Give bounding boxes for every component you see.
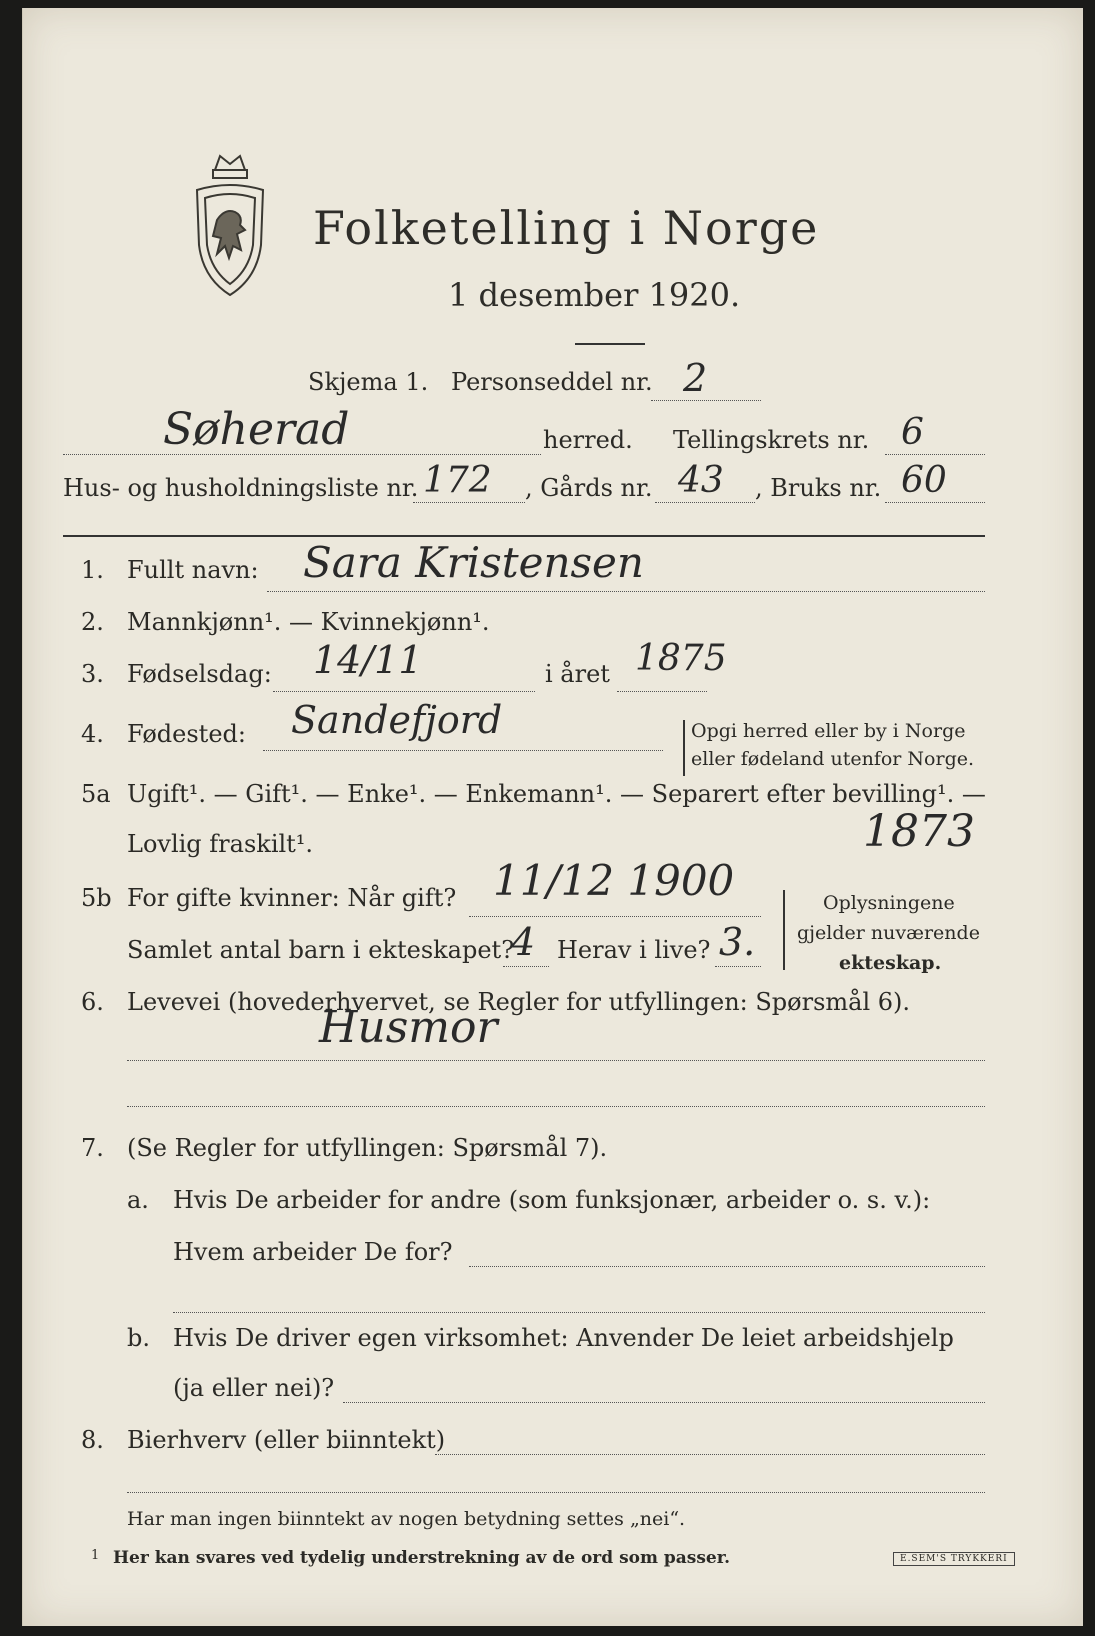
- q7a-letter: a.: [127, 1186, 149, 1214]
- bruks-value: 60: [901, 460, 947, 501]
- personseddel-value: 2: [683, 356, 708, 400]
- q8-label: Bierhverv (eller biinntekt): [127, 1426, 446, 1454]
- skjema-label: Skjema 1.: [308, 368, 429, 396]
- bruks-label: , Bruks nr.: [755, 474, 882, 502]
- tellingskrets-value: 6: [901, 412, 924, 453]
- q8-field-line2: [127, 1492, 985, 1493]
- q6-field-line2: [127, 1106, 985, 1107]
- tellingskrets-field-line: [885, 454, 985, 455]
- q5b-label: For gifte kvinner: Når gift?: [127, 884, 457, 912]
- q8-note: Har man ingen biinntekt av nogen betydning settes „nei“.: [127, 1508, 686, 1530]
- herred-label: herred.: [543, 426, 633, 454]
- hus-value: 172: [423, 460, 492, 501]
- title-divider: [575, 343, 645, 345]
- q5b-number: 5b: [81, 884, 112, 912]
- q7b-label: Hvis De driver egen virksomhet: Anvender De leiet arbeidshjelp: [173, 1324, 954, 1352]
- q7b-letter: b.: [127, 1324, 150, 1352]
- q3-year-value: 1875: [635, 638, 727, 679]
- q5a-number: 5a: [81, 780, 111, 808]
- q4-note-line1: Opgi herred eller by i Norge: [691, 720, 966, 742]
- header-divider: [63, 535, 985, 537]
- q3-field-line: [273, 691, 535, 692]
- q5b-alive-label: Herav i live?: [557, 936, 711, 964]
- gards-value: 43: [678, 460, 724, 501]
- q3-number: 3.: [81, 660, 104, 688]
- q5b-children-label: Samlet antal barn i ekteskapet?: [127, 936, 515, 964]
- q6-field-line1: [127, 1060, 985, 1061]
- q1-field-line: [267, 591, 985, 592]
- q8-field-line1: [435, 1454, 985, 1455]
- census-form-page: [22, 8, 1083, 1626]
- q7-number: 7.: [81, 1134, 104, 1162]
- q6-number: 6.: [81, 988, 104, 1016]
- q7a-field-line1: [469, 1266, 985, 1267]
- tellingskrets-label: Tellingskrets nr.: [673, 426, 870, 454]
- personseddel-label: Personseddel nr.: [451, 368, 653, 396]
- herred-value: Søherad: [163, 404, 350, 455]
- q7a-field-line2: [173, 1312, 985, 1313]
- personseddel-field-line: [651, 400, 761, 401]
- q3-label: Fødselsdag:: [127, 660, 272, 688]
- q7-label: (Se Regler for utfyllingen: Spørsmål 7).: [127, 1134, 608, 1162]
- q7a-label-line2: Hvem arbeider De for?: [173, 1238, 453, 1266]
- q4-label: Fødested:: [127, 720, 246, 748]
- q1-number: 1.: [81, 556, 104, 584]
- gards-label: , Gårds nr.: [525, 474, 653, 502]
- printer-stamp-text: E.SEM'S TRYKKERI: [900, 1554, 1008, 1564]
- q5b-note-line1: Oplysningene: [823, 892, 955, 914]
- q4-note-line2: eller fødeland utenfor Norge.: [691, 748, 975, 770]
- q6-label: Levevei (hovederhvervet, se Regler for utfyllingen: Spørsmål 6).: [127, 988, 911, 1016]
- q5b-children-value: 4: [511, 920, 536, 964]
- bruks-field-line: [885, 502, 985, 503]
- q5b-alive-value: 3.: [719, 920, 756, 964]
- gards-field-line: [655, 502, 755, 503]
- q2-number: 2.: [81, 608, 104, 636]
- q5a-label-line2: Lovlig fraskilt¹.: [127, 830, 314, 858]
- q5a-label: Ugift¹. — Gift¹. — Enke¹. — Enkemann¹. — Separert efter bevilling¹. —: [127, 780, 986, 808]
- q7a-label: Hvis De arbeider for andre (som funksjonær, arbeider o. s. v.):: [173, 1186, 931, 1214]
- q5b-value: 11/12 1900: [493, 856, 735, 905]
- q6-value: Husmor: [319, 1002, 498, 1053]
- q4-number: 4.: [81, 720, 104, 748]
- q8-number: 8.: [81, 1426, 104, 1454]
- hus-label: Hus- og husholdningsliste nr.: [63, 474, 419, 502]
- q5b-note-brace: [783, 890, 785, 970]
- q7b-label-line2: (ja eller nei)?: [173, 1374, 335, 1402]
- q5a-annotation: 1873: [863, 806, 975, 857]
- q3-year-label: i året: [545, 660, 610, 688]
- printer-stamp: [893, 1552, 1015, 1566]
- q5b-field-line: [469, 916, 761, 917]
- form-title: Folketelling i Norge: [313, 201, 820, 255]
- hus-field-line: [413, 502, 525, 503]
- q4-field-line: [263, 750, 663, 751]
- q4-note-brace: [683, 720, 685, 776]
- q3-value: 14/11: [313, 638, 423, 682]
- q7b-field-line: [343, 1402, 985, 1403]
- q5b-note-line3: ekteskap.: [839, 952, 942, 974]
- q5b-alive-field-line: [715, 966, 761, 967]
- q1-value: Sara Kristensen: [303, 538, 644, 587]
- coat-of-arms-icon: [185, 150, 275, 300]
- q5b-note-line2: gjelder nuværende: [797, 922, 980, 944]
- q1-label: Fullt navn:: [127, 556, 259, 584]
- census-date: 1 desember 1920.: [448, 276, 741, 314]
- q3-year-field-line: [617, 691, 707, 692]
- footnote-marker: 1: [91, 1548, 100, 1563]
- footnote-text: Her kan svares ved tydelig understrekning av de ord som passer.: [113, 1548, 731, 1568]
- q4-value: Sandefjord: [291, 698, 503, 742]
- q2-label: Mannkjønn¹. — Kvinnekjønn¹.: [127, 608, 490, 636]
- q5b-children-field-line: [503, 966, 549, 967]
